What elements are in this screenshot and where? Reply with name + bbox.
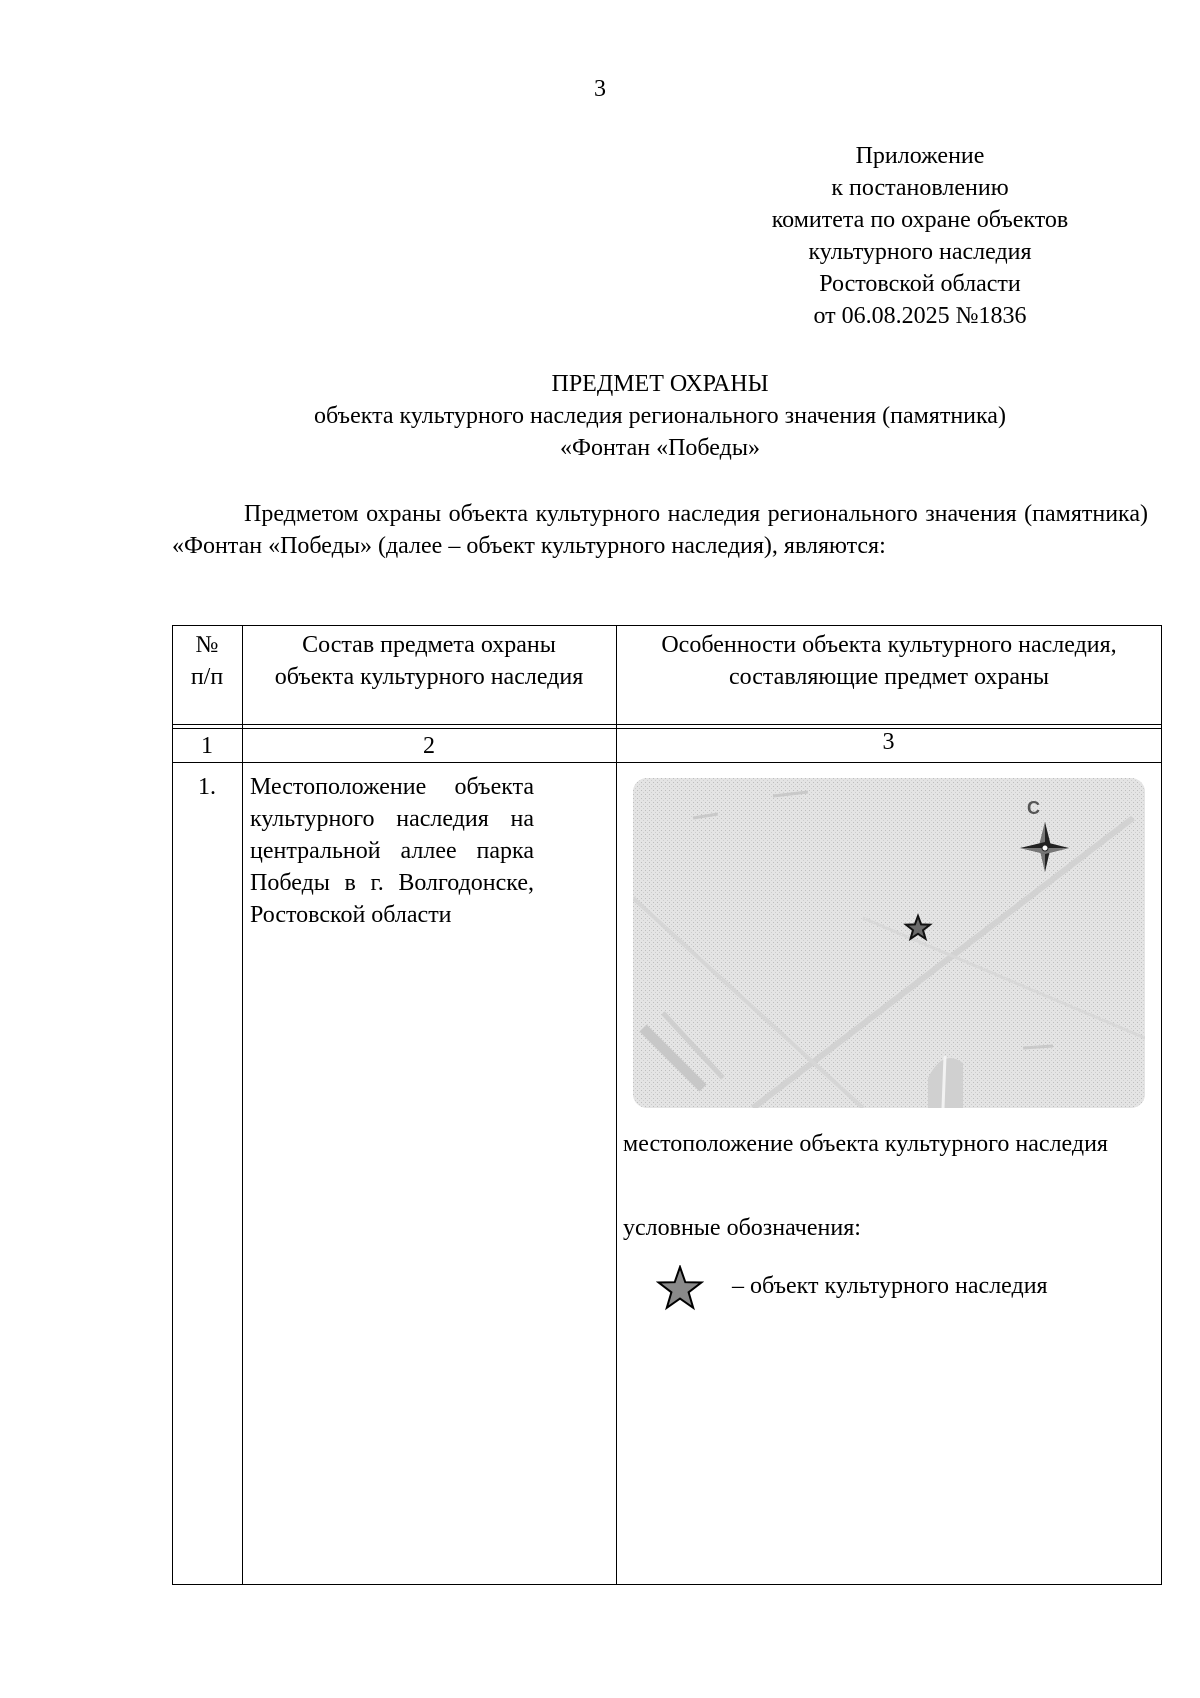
column-number-2: 2 [423, 733, 435, 759]
table-border-bottom [172, 1584, 1162, 1585]
map-path [943, 1056, 945, 1108]
appendix-block [700, 140, 1140, 332]
location-map [633, 778, 1145, 1108]
map-background [633, 778, 1145, 1108]
column-number-1: 1 [201, 733, 213, 759]
location-description: Местоположение объекта культурного наследия на центральной аллее парка Победы в г. Волгодонске, Ростовской области [250, 774, 534, 928]
map-north-label: С [1027, 798, 1040, 818]
header-features: Особенности объекта культурного наследия, составляющие предмет охраны [661, 632, 1117, 690]
appendix-date-number: от 06.08.2025 №1836 [813, 303, 1027, 329]
header-composition: Состав предмета охраны объекта культурного наследия [274, 632, 584, 690]
header-number [172, 629, 242, 693]
header-number-sign: № [195, 632, 219, 658]
table-header-divider [172, 724, 1162, 725]
document-title [180, 368, 1140, 464]
appendix-line: культурного наследия [808, 239, 1032, 265]
table-border-right [1161, 625, 1162, 1585]
map-caption: местоположение объекта культурного наследия [623, 1131, 1108, 1157]
table-border-top [172, 625, 1162, 626]
title-object-name: «Фонтан «Победы» [560, 435, 760, 461]
title-heading: ПРЕДМЕТ ОХРАНЫ [551, 371, 769, 397]
column-number-3: 3 [882, 729, 895, 755]
table-column-divider [242, 625, 243, 1585]
appendix-line: к постановлению [831, 175, 1009, 201]
table-column-divider [616, 625, 617, 1585]
legend-item-label: – объект культурного наследия [732, 1273, 1048, 1299]
appendix-line: Приложение [855, 143, 985, 169]
protection-table [172, 625, 1162, 1585]
legend-star-icon [656, 1265, 704, 1311]
table-numbering-divider [172, 762, 1162, 763]
intro-paragraph: Предметом охраны объекта культурного наследия регионального значения (памятника) «Фонтан «Победы» (далее – объект культурного наследия), являются: [172, 501, 1148, 559]
appendix-line: комитета по охране объектов [771, 207, 1069, 233]
page-number: 3 [594, 76, 606, 102]
appendix-line: Ростовской области [819, 271, 1021, 297]
row-number: 1. [198, 774, 216, 800]
header-number-pp: п/п [190, 664, 224, 690]
table-border-left [172, 625, 173, 1585]
legend-title: условные обозначения: [623, 1215, 861, 1241]
title-subtitle: объекта культурного наследия регионального значения (памятника) [314, 403, 1006, 429]
